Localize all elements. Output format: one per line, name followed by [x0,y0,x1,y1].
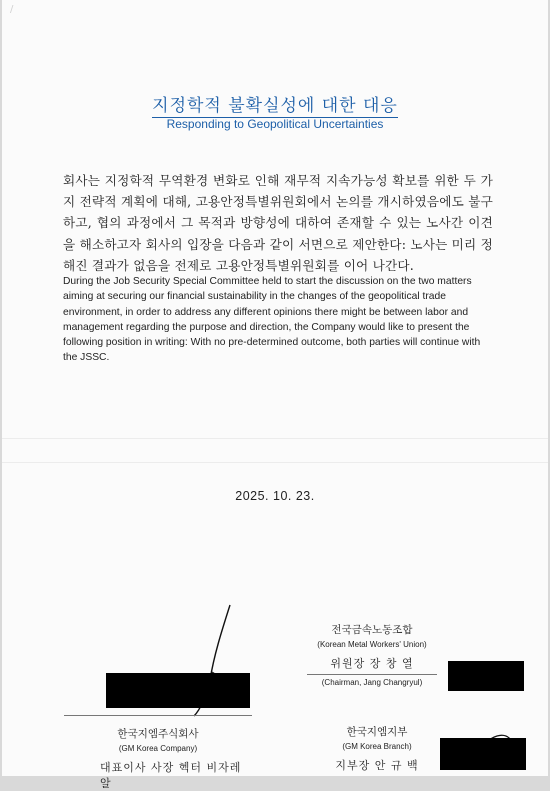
document-page [2,0,548,790]
branch-org: 한국지엠지부 [346,726,408,738]
redaction-box [440,738,526,770]
union-org-en: (Korean Metal Workers' Union) [317,640,427,649]
company-signature-block [64,726,252,791]
signature-rule [307,674,437,675]
branch-org-en: (GM Korea Branch) [342,742,412,751]
redaction-box [448,661,524,691]
body-text-english: During the Job Security Special Committee held to start the discussion on the two matters aiming at securing our financial sustainability in the changes of the geopolitical trade environment, in order to address any different opinions there might be between labor and management regarding the purpose and direction, the Company would like to present the following position in writing: With no pre-determined outcome, both parties will continue with the JSSC. [63,276,481,364]
branch-title-name: 지부장 안 규 백 [335,759,419,772]
redaction-box [106,673,250,708]
union-org: 전국금속노동조합 [331,624,413,636]
union-title-name: 위원장 장 창 열 [330,657,414,670]
body-text-korean: 회사는 지정학적 무역환경 변화로 인해 재무적 지속가능성 확보를 위한 두 가지 전략적 계획에 대해, 고용안정특별위원회에서 논의를 개시하였음에도 불구하고, 협의 과정에서 그 목적과 방향성에 대하여 존재할 수 있는 노사간 이견을 해소하고자 회사의 입장을 다음과 같이 서면으로 제안한다: 노사는 미리 정해진 결과가 없음을 전제로 고용안정특별위원회를 이어 나간다. [63,173,493,273]
signature-rule [64,715,252,716]
company-title-name: 대표이사 사장 헥터 비자레알 [100,761,242,790]
document-date: 2025. 10. 23. [235,489,315,503]
fold-line [2,462,548,463]
union-name-en: (Chairman, Jang Changryul) [321,678,423,687]
branch-signature-block [312,724,442,773]
document-title-korean: 지정학적 불확실성에 대한 대응 [152,96,398,116]
corner-mark: / [10,4,14,15]
fold-line [2,438,548,439]
union-signature-block [302,622,442,687]
document-title-english: Responding to Geopolitical Uncertainties [166,117,384,131]
company-org-en: (GM Korea Company) [118,744,198,753]
company-org: 한국지엠주식회사 [117,728,199,740]
